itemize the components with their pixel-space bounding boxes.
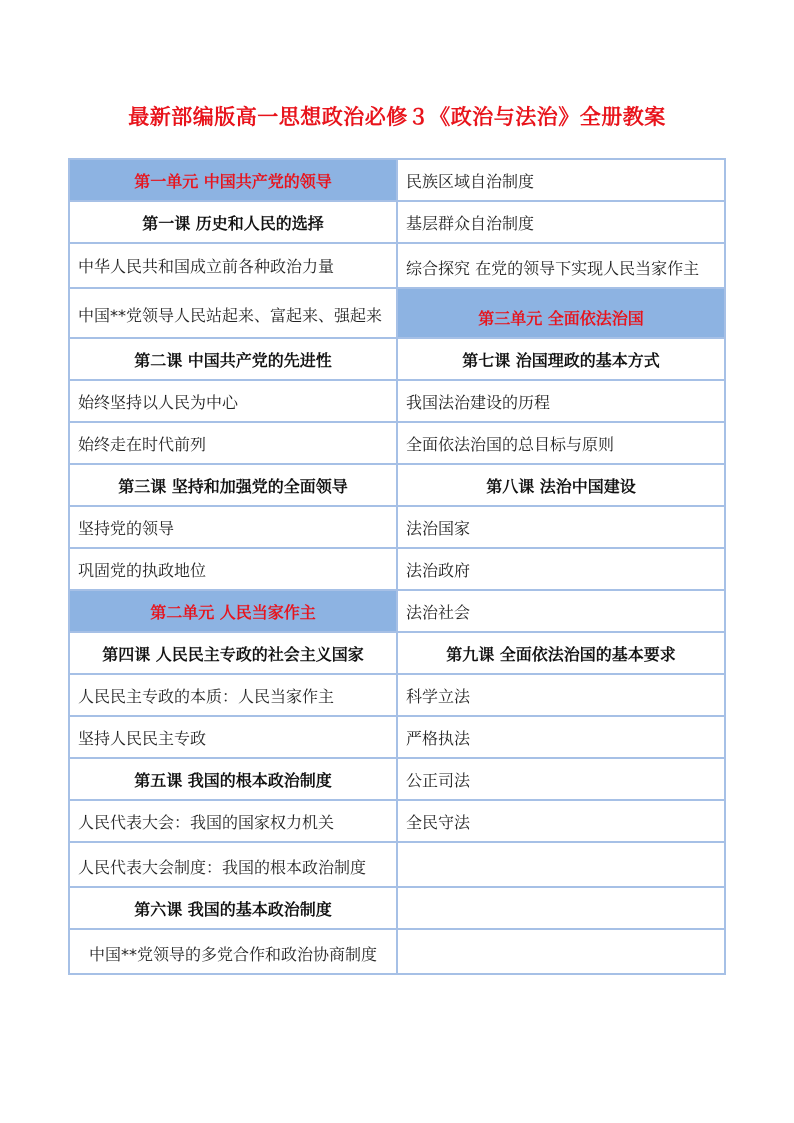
empty-cell xyxy=(397,842,725,887)
table-row xyxy=(69,159,725,201)
section-item: 基层群众自治制度 xyxy=(397,201,725,243)
table-row xyxy=(69,548,725,590)
section-item: 坚持人民民主专政 xyxy=(69,716,397,758)
table-row xyxy=(69,506,725,548)
contents-table xyxy=(68,158,726,975)
section-item: 法治政府 xyxy=(397,548,725,590)
page-title: 最新部编版高一思想政治必修３《政治与法治》全册教案 xyxy=(128,104,666,129)
table-row xyxy=(69,758,725,800)
section-item: 综合探究 在党的领导下实现人民当家作主 xyxy=(397,243,725,288)
lesson-heading: 第三课 坚持和加强党的全面领导 xyxy=(69,464,397,506)
table-row xyxy=(69,380,725,422)
lesson-heading: 第七课 治国理政的基本方式 xyxy=(397,338,725,380)
lesson-heading: 第二课 中国共产党的先进性 xyxy=(69,338,397,380)
section-item: 人民代表大会：我国的国家权力机关 xyxy=(69,800,397,842)
table-row xyxy=(69,288,725,338)
section-item: 人民民主专政的本质：人民当家作主 xyxy=(69,674,397,716)
lesson-heading: 第八课 法治中国建设 xyxy=(397,464,725,506)
lesson-heading: 第一课 历史和人民的选择 xyxy=(69,201,397,243)
section-item: 严格执法 xyxy=(397,716,725,758)
section-item: 科学立法 xyxy=(397,674,725,716)
lesson-heading: 第五课 我国的根本政治制度 xyxy=(69,758,397,800)
section-item: 法治社会 xyxy=(397,590,725,632)
table-row xyxy=(69,464,725,506)
section-item: 法治国家 xyxy=(397,506,725,548)
empty-cell xyxy=(397,887,725,929)
section-item: 人民代表大会制度：我国的根本政治制度 xyxy=(69,842,397,887)
table-row xyxy=(69,243,725,288)
table-row xyxy=(69,338,725,380)
section-item: 始终坚持以人民为中心 xyxy=(69,380,397,422)
section-item: 始终走在时代前列 xyxy=(69,422,397,464)
section-item: 公正司法 xyxy=(397,758,725,800)
table-row xyxy=(69,716,725,758)
table-row xyxy=(69,800,725,842)
section-item: 坚持党的领导 xyxy=(69,506,397,548)
unit-heading: 第二单元 人民当家作主 xyxy=(69,590,397,632)
section-item: 巩固党的执政地位 xyxy=(69,548,397,590)
lesson-heading: 第九课 全面依法治国的基本要求 xyxy=(397,632,725,674)
empty-cell xyxy=(397,929,725,974)
section-item: 中国**党领导的多党合作和政治协商制度 xyxy=(69,929,397,974)
section-item: 中华人民共和国成立前各种政治力量 xyxy=(69,243,397,288)
table-row xyxy=(69,929,725,974)
table-row xyxy=(69,422,725,464)
table-row xyxy=(69,201,725,243)
lesson-heading: 第六课 我国的基本政治制度 xyxy=(69,887,397,929)
section-item: 全民守法 xyxy=(397,800,725,842)
section-item: 民族区域自治制度 xyxy=(397,159,725,201)
section-item: 全面依法治国的总目标与原则 xyxy=(397,422,725,464)
lesson-heading: 第四课 人民民主专政的社会主义国家 xyxy=(69,632,397,674)
unit-heading: 第三单元 全面依法治国 xyxy=(397,288,725,338)
table-row xyxy=(69,590,725,632)
table-row xyxy=(69,674,725,716)
section-item: 中国**党领导人民站起来、富起来、强起来 xyxy=(69,288,397,338)
table-row xyxy=(69,887,725,929)
unit-heading: 第一单元 中国共产党的领导 xyxy=(69,159,397,201)
table-row xyxy=(69,842,725,887)
table-row xyxy=(69,632,725,674)
section-item: 我国法治建设的历程 xyxy=(397,380,725,422)
